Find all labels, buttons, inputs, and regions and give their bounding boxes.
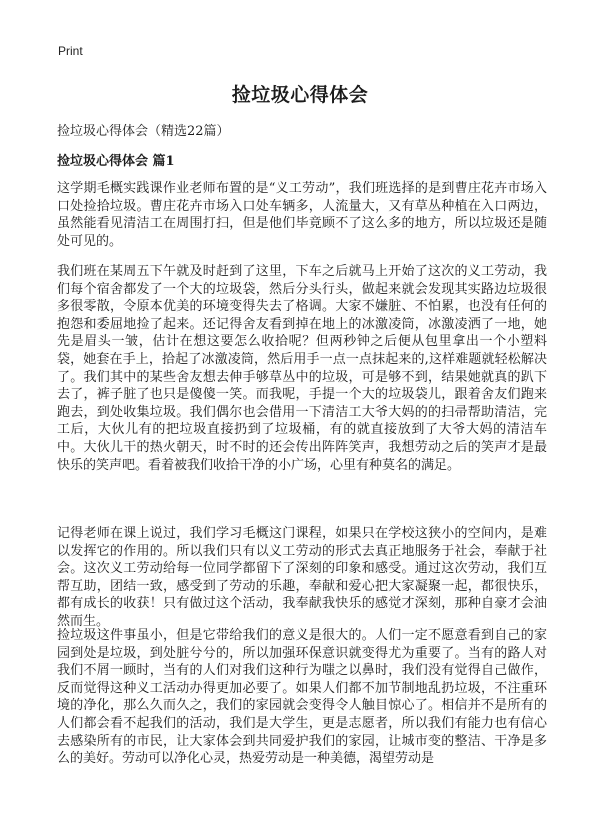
document-title: 捡垃圾心得体会 <box>231 84 369 106</box>
print-link[interactable]: Print <box>58 44 83 58</box>
paragraph-3: 记得老师在课上说过，我们学习毛概这门课程，如果只在学校这狭小的空间内，是难以发挥它的作用的。所以我们只有以义工劳动的形式去真正地服务于社会，奉献于社会。这次义工劳动给每一位同学都留下了深刻的印象和感受。通过这次劳动，我们互帮互助，团结一致，感受到了劳动的乐趣，奉献和爱心把大家凝聚一起，都很快乐，都有成长的收获！只有做过这个活动，我奉献我快乐的感觉才深刻，那种自豪才会油然而生。 <box>57 526 547 629</box>
paragraph-1: 这学期毛概实践课作业老师布置的是“义工劳动”，我们班选择的是到曹庄花卉市场入口处捡拾垃圾。曹庄花卉市场入口处车辆多，人流量大，又有草丛种植在入口两边，虽然能看见清洁工在周围打扫，但是他们毕竟顾不了这么多的地方，所以垃圾还是随处可见的。 <box>57 181 547 249</box>
document-subtitle: 捡垃圾心得体会（精选22篇） <box>57 124 230 139</box>
section-heading: 捡垃圾心得体会 篇1 <box>57 154 175 169</box>
paragraph-4: 捡垃圾这件事虽小，但是它带给我们的意义是很大的。人们一定不愿意看到自己的家园到处是垃圾，到处脏兮兮的，所以加强环保意识就变得尤为重要了。当有的路人对我们不屑一顾时，当有的人们对我们这种行为嗤之以鼻时，我们没有觉得自己做作，反而觉得这种义工活动办得更加必要了。如果人们都不加节制地乱扔垃圾，不注重环境的净化，那么久而久之，我们的家园就会变得令人触目惊心了。相信并不是所有的人们都会看不起我们的活动，我们是大学生，更是志愿者，所以我们有能力也有信心去感染所有的市民，让大家体会到共同爱护我们的家园，让城市变的整洁、干净是多么的美好。劳动可以净化心灵，热爱劳动是一种美德，渴望劳动是 <box>57 628 547 767</box>
paragraph-2: 我们班在某周五下午就及时赶到了这里，下车之后就马上开始了这次的义工劳动，我们每个宿舍都发了一个大的垃圾袋，然后分头行头，做起来就会发现其实路边垃圾很多很零散，令原本优美的环境变得失去了格调。大家不嫌脏、不怕累，也没有任何的抱怨和委屈地捡了起来。还记得舍友看到掉在地上的冰激凌筒，冰激凌洒了一地，她先是眉头一皱，估计在想这要怎么收拾呢？但两秒钟之后便从包里拿出一个小塑料袋，她套在手上，拾起了冰激凌筒，然后用手一点一点抹起来的,这样难题就轻松解决了。我们其中的某些舍友想去伸手够草丛中的垃圾，可是够不到，结果她就真的趴下去了，裤子脏了也只是傻傻一笑。而我呢，手提一个大的垃圾袋儿，跟着舍友们跑来跑去，到处收集垃圾。我们偶尔也会借用一下清洁工大爷大妈的的扫帚帮助清洁，完工后，大伙儿有的把垃圾直接扔到了垃圾桶，有的就直接放到了大爷大妈的清洁车中。大伙儿干的热火朝天，时不时的还会传出阵阵笑声，我想劳动之后的笑声才是最快乐的笑声吧。看着被我们收拾干净的小广场，心里有种莫名的满足。 <box>57 264 547 473</box>
